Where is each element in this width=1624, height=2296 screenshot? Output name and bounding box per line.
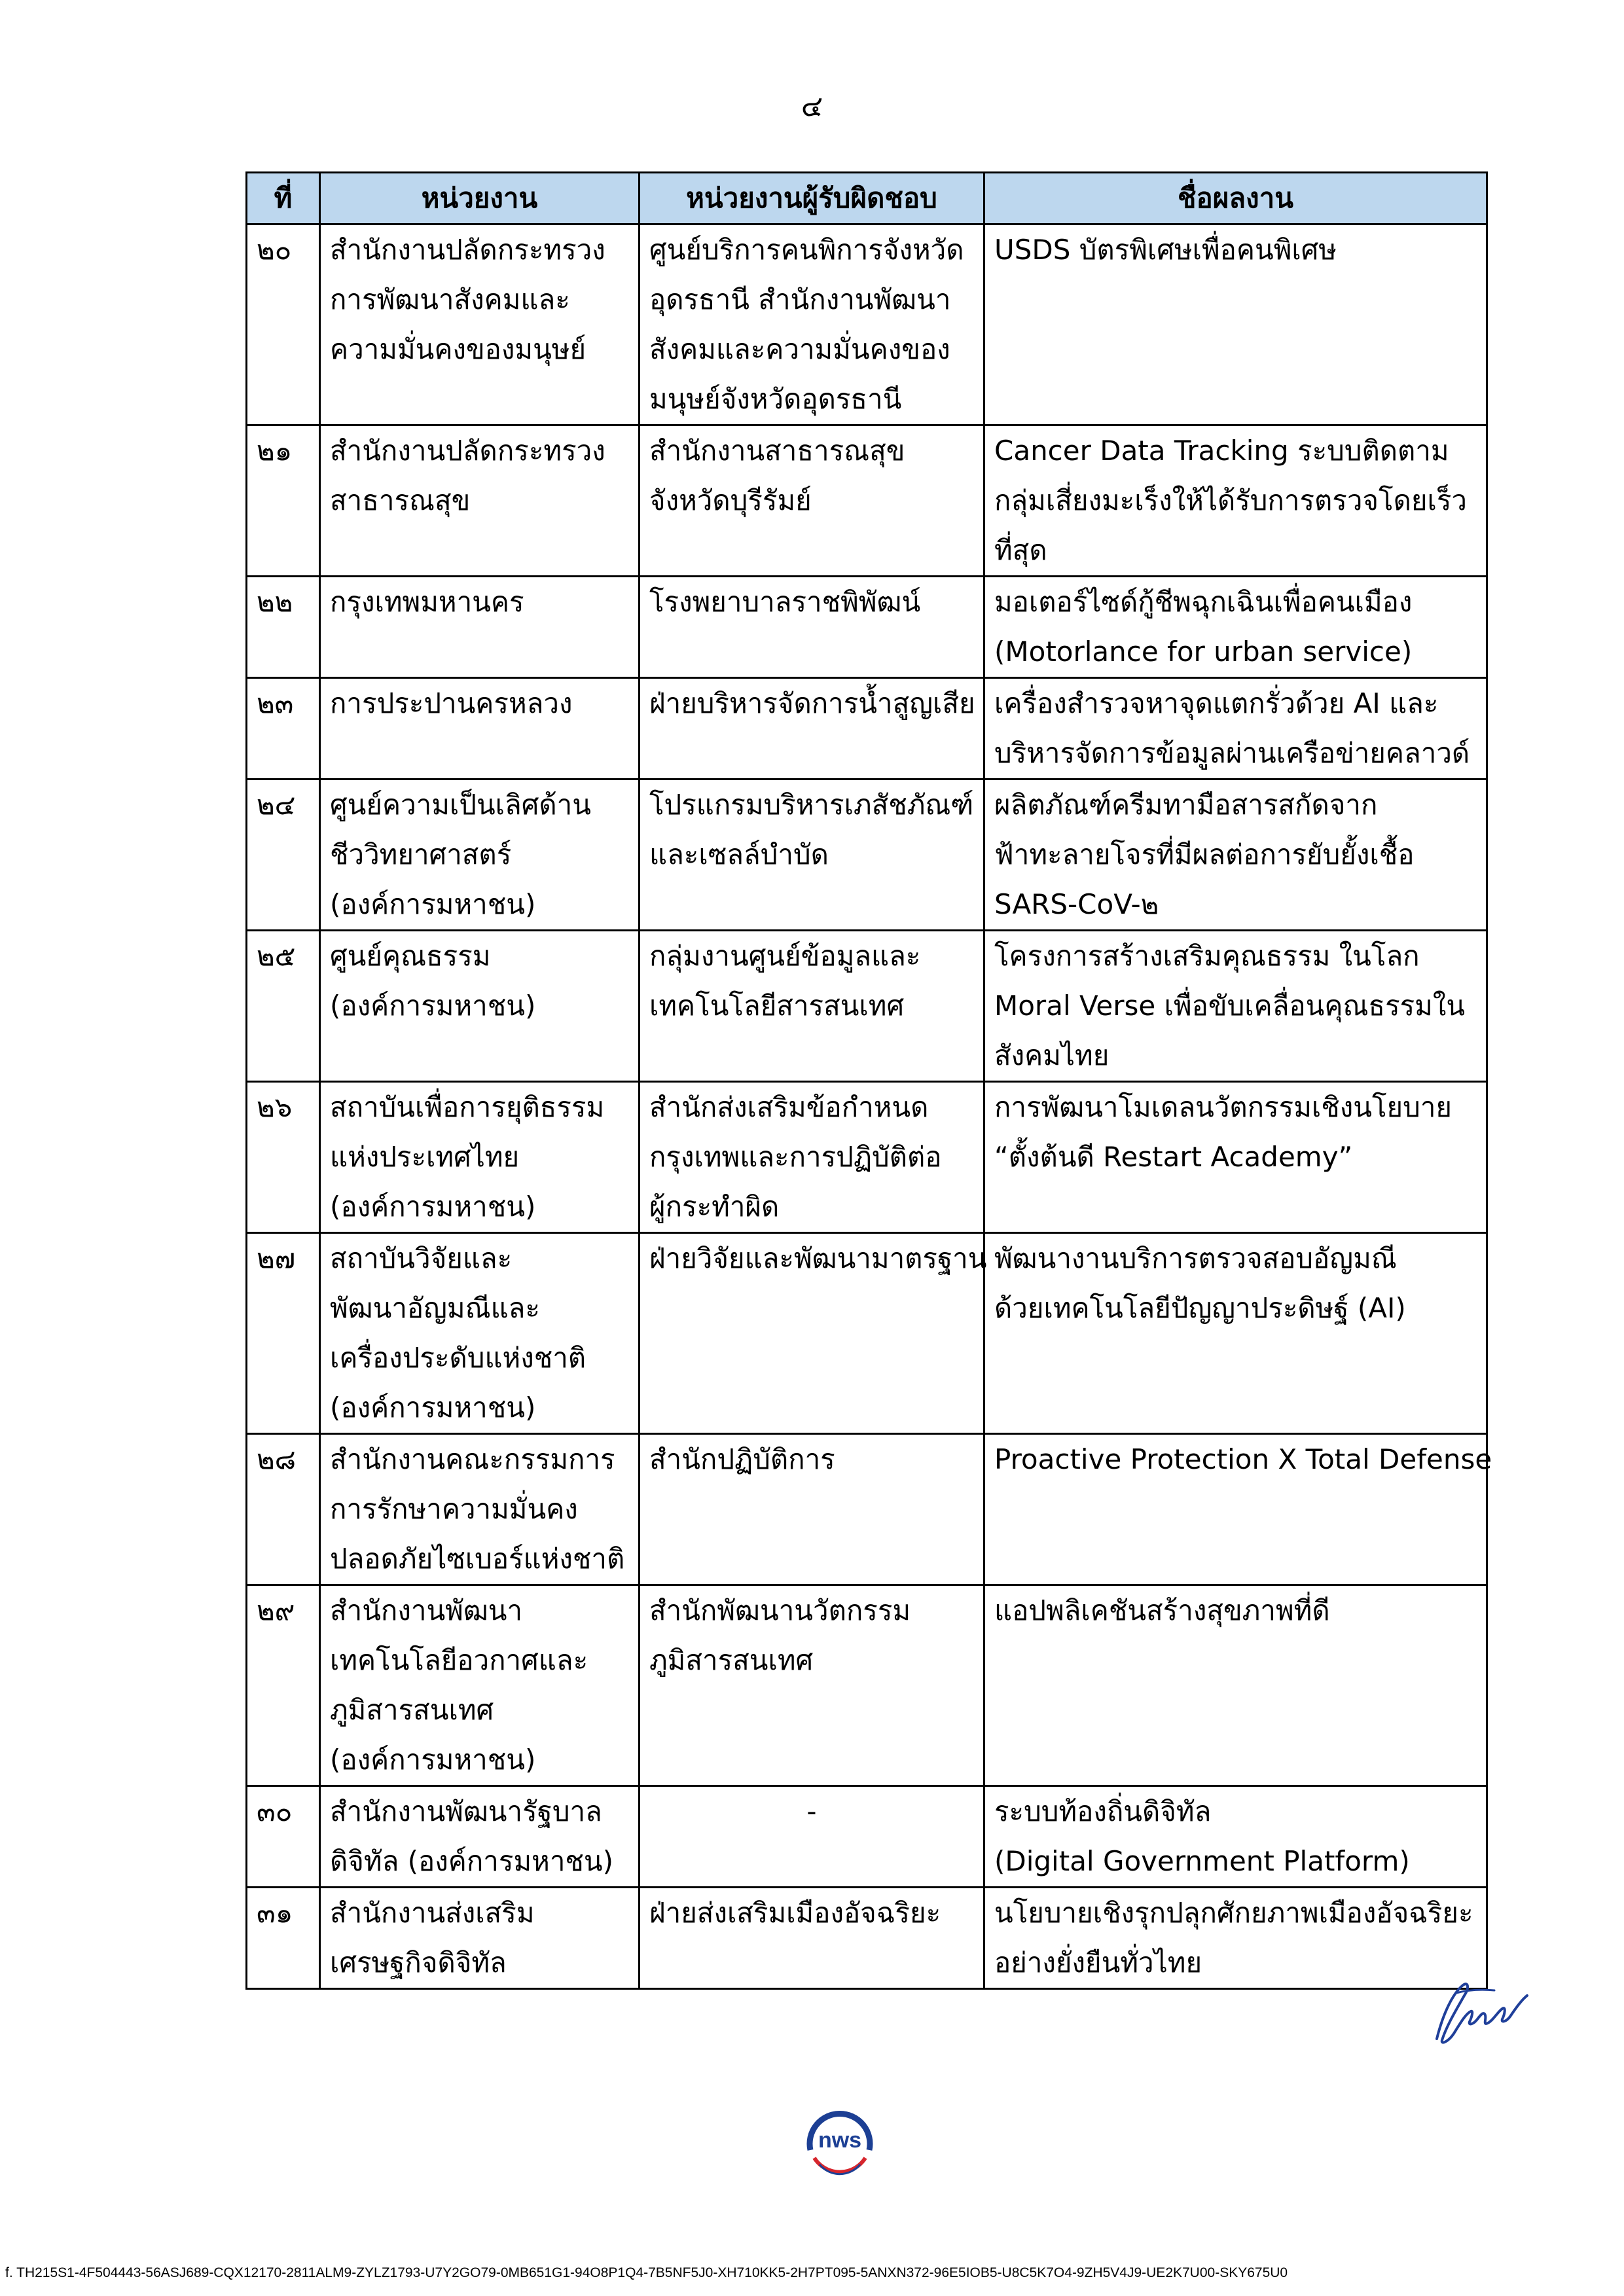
agency-cell-line: กรุงเทพมหานคร (330, 586, 524, 618)
responsible-unit-cell-line: - (806, 1795, 817, 1827)
agency-cell (320, 224, 640, 425)
agency-cell-line: ศูนย์ความเป็นเลิศด้าน (330, 789, 591, 821)
nws-logo (797, 2104, 882, 2176)
responsible-unit-cell-line: กรุงเทพและการปฏิบัติต่อ (649, 1141, 942, 1173)
work-name-cell-line: สังคมไทย (994, 1039, 1110, 1071)
agency-cell (320, 780, 640, 931)
agency-cell-line: สถาบันเพื่อการยุติธรรม (330, 1091, 605, 1123)
responsible-unit-cell-line: สำนักพัฒนานวัตกรรม (649, 1594, 911, 1626)
agency-cell-line: การพัฒนาสังคมและ (330, 283, 570, 315)
table-row (247, 780, 1487, 931)
work-name-cell-line: มอเตอร์ไซด์กู้ชีพฉุกเฉินเพื่อคนเมือง (994, 586, 1413, 618)
agency-cell-line: ปลอดภัยไซเบอร์แห่งชาติ (330, 1543, 625, 1575)
table-row (247, 425, 1487, 577)
table-row (247, 577, 1487, 678)
work-name-cell-line: Moral Verse เพื่อขับเคลื่อนคุณธรรมใน (994, 990, 1466, 1022)
responsible-unit-cell-line: กลุ่มงานศูนย์ข้อมูลและ (649, 940, 921, 972)
responsible-unit-cell (640, 1082, 984, 1233)
agency-cell-line: เทคโนโลยีอวกาศและ (330, 1644, 588, 1676)
work-name-cell-line: ผลิตภัณฑ์ครีมทามือสารสกัดจาก (994, 789, 1378, 821)
work-name-cell-line: ที่สุด (994, 534, 1047, 566)
responsible-unit-cell-line: โปรแกรมบริหารเภสัชภัณฑ์ (649, 789, 974, 821)
agency-cell (320, 577, 640, 678)
responsible-unit-cell-line: ฝ่ายวิจัยและพัฒนามาตรฐาน (649, 1242, 987, 1274)
work-name-cell-line: โครงการสร้างเสริมคุณธรรม ในโลก (994, 940, 1420, 972)
agency-cell-line: (องค์การมหาชน) (330, 1744, 536, 1776)
agency-cell-line: เศรษฐกิจดิจิทัล (330, 1946, 507, 1979)
responsible-unit-cell-line: ฝ่ายบริหารจัดการน้ำสูญเสีย (649, 687, 975, 719)
agency-cell-line: สาธารณสุข (330, 484, 471, 516)
table-header-row (247, 173, 1487, 224)
agency-cell-line: ศูนย์คุณธรรม (330, 940, 491, 972)
agency-cell (320, 1888, 640, 1989)
row-number-cell: ๒๙ (247, 1585, 320, 1786)
table-row (247, 224, 1487, 425)
row-number-cell: ๒๑ (247, 425, 320, 577)
work-name-cell-line: (Digital Government Platform) (994, 1845, 1410, 1877)
work-name-cell-line: SARS-CoV-๒ (994, 888, 1159, 920)
responsible-unit-cell (640, 577, 984, 678)
responsible-unit-cell-line: ศูนย์บริการคนพิการจังหวัด (649, 234, 964, 266)
work-name-cell-line: กลุ่มเสี่ยงมะเร็งให้ได้รับการตรวจโดยเร็ว (994, 484, 1467, 516)
work-name-cell-line: Cancer Data Tracking ระบบติดตาม (994, 435, 1449, 467)
row-number-cell: ๒๒ (247, 577, 320, 678)
table-row (247, 931, 1487, 1082)
responsible-unit-cell (640, 1888, 984, 1989)
work-name-cell (984, 1585, 1487, 1786)
work-name-cell-line: ด้วยเทคโนโลยีปัญญาประดิษฐ์ (AI) (994, 1292, 1406, 1324)
agency-cell-line: สถาบันวิจัยและ (330, 1242, 513, 1274)
work-name-cell-line: นโยบายเชิงรุกปลุกศักยภาพเมืองอัจฉริยะ (994, 1897, 1473, 1929)
work-name-cell (984, 1082, 1487, 1233)
responsible-unit-cell-line: ภูมิสารสนเทศ (649, 1644, 814, 1676)
work-name-cell (984, 1786, 1487, 1888)
agency-cell-line: เครื่องประดับแห่งชาติ (330, 1342, 586, 1374)
responsible-unit-cell-line: จังหวัดบุรีรัมย์ (649, 484, 812, 516)
responsible-unit-cell-line: สำนักงานสาธารณสุข (649, 435, 905, 467)
table-row (247, 1585, 1487, 1786)
work-name-cell-line: การพัฒนาโมเดลนวัตกรรมเชิงนโยบาย (994, 1091, 1453, 1123)
agency-cell (320, 1585, 640, 1786)
work-name-cell-line: “ตั้งต้นดี Restart Academy” (994, 1141, 1353, 1173)
responsible-unit-cell (640, 780, 984, 931)
agency-cell-line: การรักษาความมั่นคง (330, 1493, 578, 1525)
row-number-cell: ๓๑ (247, 1888, 320, 1989)
responsible-unit-cell (640, 425, 984, 577)
document-reference-code: f. TH215S1-4F504443-56ASJ689-CQX12170-2811ALM9-ZYLZ1793-U7Y2GO79-0MB651G1-94O8P1Q4-7B5NF5J0-XH710KK5-2H7PT095-5ANXN372-96E5IOB5-U8C5K7O4-9ZH5V4J9-UE2K7U00-SKY675U0 (5, 2265, 1288, 2280)
row-number-cell: ๒๕ (247, 931, 320, 1082)
agency-cell (320, 1082, 640, 1233)
responsible-unit-cell-line: ฝ่ายส่งเสริมเมืองอัจฉริยะ (649, 1897, 941, 1929)
responsible-unit-cell-line: ผู้กระทำผิด (649, 1191, 780, 1223)
work-name-cell (984, 224, 1487, 425)
agency-cell-line: สำนักงานพัฒนา (330, 1594, 523, 1626)
row-number-cell: ๒๐ (247, 224, 320, 425)
agency-cell-line: (องค์การมหาชน) (330, 1191, 536, 1223)
work-name-cell (984, 678, 1487, 780)
work-name-cell-line: อย่างยั่งยืนทั่วไทย (994, 1946, 1202, 1979)
agency-cell-line: แห่งประเทศไทย (330, 1141, 520, 1173)
agency-cell-line: สำนักงานปลัดกระทรวง (330, 234, 605, 266)
header-responsible: หน่วยงานผู้รับผิดชอบ (640, 173, 984, 224)
responsible-unit-cell-line: และเซลล์บำบัด (649, 838, 829, 870)
work-name-cell-line: (Motorlance for urban service) (994, 636, 1413, 668)
work-name-cell-line: ฟ้าทะลายโจรที่มีผลต่อการยับยั้งเชื้อ (994, 838, 1415, 870)
page-number: ๔ (801, 90, 823, 123)
responsible-unit-cell-line: โรงพยาบาลราชพิพัฒน์ (649, 586, 921, 618)
responsible-unit-cell (640, 1434, 984, 1585)
row-number-cell: ๒๘ (247, 1434, 320, 1585)
agency-cell (320, 678, 640, 780)
agency-cell-line: (องค์การมหาชน) (330, 990, 536, 1022)
work-name-cell-line: พัฒนางานบริการตรวจสอบอัญมณี (994, 1242, 1397, 1274)
work-name-cell (984, 577, 1487, 678)
work-name-cell (984, 425, 1487, 577)
work-name-cell (984, 780, 1487, 931)
table-row (247, 1888, 1487, 1989)
signature-icon (1417, 1973, 1542, 2052)
agency-cell-line: สำนักงานคณะกรรมการ (330, 1443, 615, 1475)
agency-cell (320, 1233, 640, 1434)
responsible-unit-cell (640, 1585, 984, 1786)
responsible-unit-cell-line: สังคมและความมั่นคงของ (649, 333, 950, 365)
agency-cell-line: ภูมิสารสนเทศ (330, 1694, 494, 1726)
responsible-unit-cell-line: สำนักส่งเสริมข้อกำหนด (649, 1091, 929, 1123)
agency-cell-line: การประปานครหลวง (330, 687, 573, 719)
work-name-cell (984, 1888, 1487, 1989)
responsible-unit-cell (640, 678, 984, 780)
agency-cell-line: สำนักงานปลัดกระทรวง (330, 435, 605, 467)
agency-cell-line: สำนักงานส่งเสริม (330, 1897, 535, 1929)
header-agency: หน่วยงาน (320, 173, 640, 224)
responsible-unit-cell-line: เทคโนโลยีสารสนเทศ (649, 990, 905, 1022)
work-name-cell-line: เครื่องสำรวจหาจุดแตกรั่วด้วย AI และ (994, 687, 1439, 719)
table-body (247, 224, 1492, 1989)
row-number-cell: ๒๓ (247, 678, 320, 780)
agency-cell-line: ชีววิทยาศาสตร์ (330, 838, 512, 870)
responsible-unit-cell-line: มนุษย์จังหวัดอุดรธานี (649, 383, 902, 415)
responsible-unit-cell (640, 1786, 984, 1888)
nws-logo-icon (797, 2104, 882, 2176)
responsible-unit-cell (640, 1233, 987, 1434)
agency-cell-line: ดิจิทัล (องค์การมหาชน) (330, 1845, 614, 1877)
agency-cell-line: (องค์การมหาชน) (330, 888, 536, 920)
table-row (247, 1786, 1487, 1888)
responsible-unit-cell-line: สำนักปฏิบัติการ (649, 1443, 835, 1475)
row-number-cell: ๒๖ (247, 1082, 320, 1233)
work-name-cell-line: ระบบท้องถิ่นดิจิทัล (994, 1795, 1212, 1827)
agency-cell-line: พัฒนาอัญมณีและ (330, 1292, 540, 1324)
agency-table (245, 171, 1492, 1990)
work-name-cell-line: Proactive Protection X Total Defense (994, 1443, 1492, 1475)
row-number-cell: ๒๗ (247, 1233, 320, 1434)
table-row (247, 1233, 1487, 1434)
row-number-cell: ๒๔ (247, 780, 320, 931)
agency-cell (320, 425, 640, 577)
row-number-cell: ๓๐ (247, 1786, 320, 1888)
responsible-unit-cell-line: อุดรธานี สำนักงานพัฒนา (649, 283, 951, 315)
work-name-cell (984, 931, 1487, 1082)
table-row (247, 1434, 1487, 1585)
responsible-unit-cell (640, 224, 984, 425)
work-name-cell-line: แอปพลิเคชันสร้างสุขภาพที่ดี (994, 1594, 1330, 1626)
agency-cell-line: (องค์การมหาชน) (330, 1391, 536, 1424)
responsible-unit-cell (640, 931, 984, 1082)
svg-text:nws: nws (818, 2128, 862, 2153)
work-name-cell-line: USDS บัตรพิเศษเพื่อคนพิเศษ (994, 234, 1337, 266)
agency-cell (320, 1786, 640, 1888)
work-name-cell (984, 1434, 1492, 1585)
header-no: ที่ (247, 173, 320, 224)
agency-cell (320, 1434, 640, 1585)
agency-cell-line: ความมั่นคงของมนุษย์ (330, 333, 586, 365)
agency-cell-line: สำนักงานพัฒนารัฐบาล (330, 1795, 602, 1827)
work-name-cell-line: บริหารจัดการข้อมูลผ่านเครือข่ายคลาวด์ (994, 737, 1470, 769)
table-row (247, 678, 1487, 780)
work-name-cell (984, 1233, 1487, 1434)
table-row (247, 1082, 1487, 1233)
header-work-name: ชื่อผลงาน (984, 173, 1487, 224)
agency-cell (320, 931, 640, 1082)
